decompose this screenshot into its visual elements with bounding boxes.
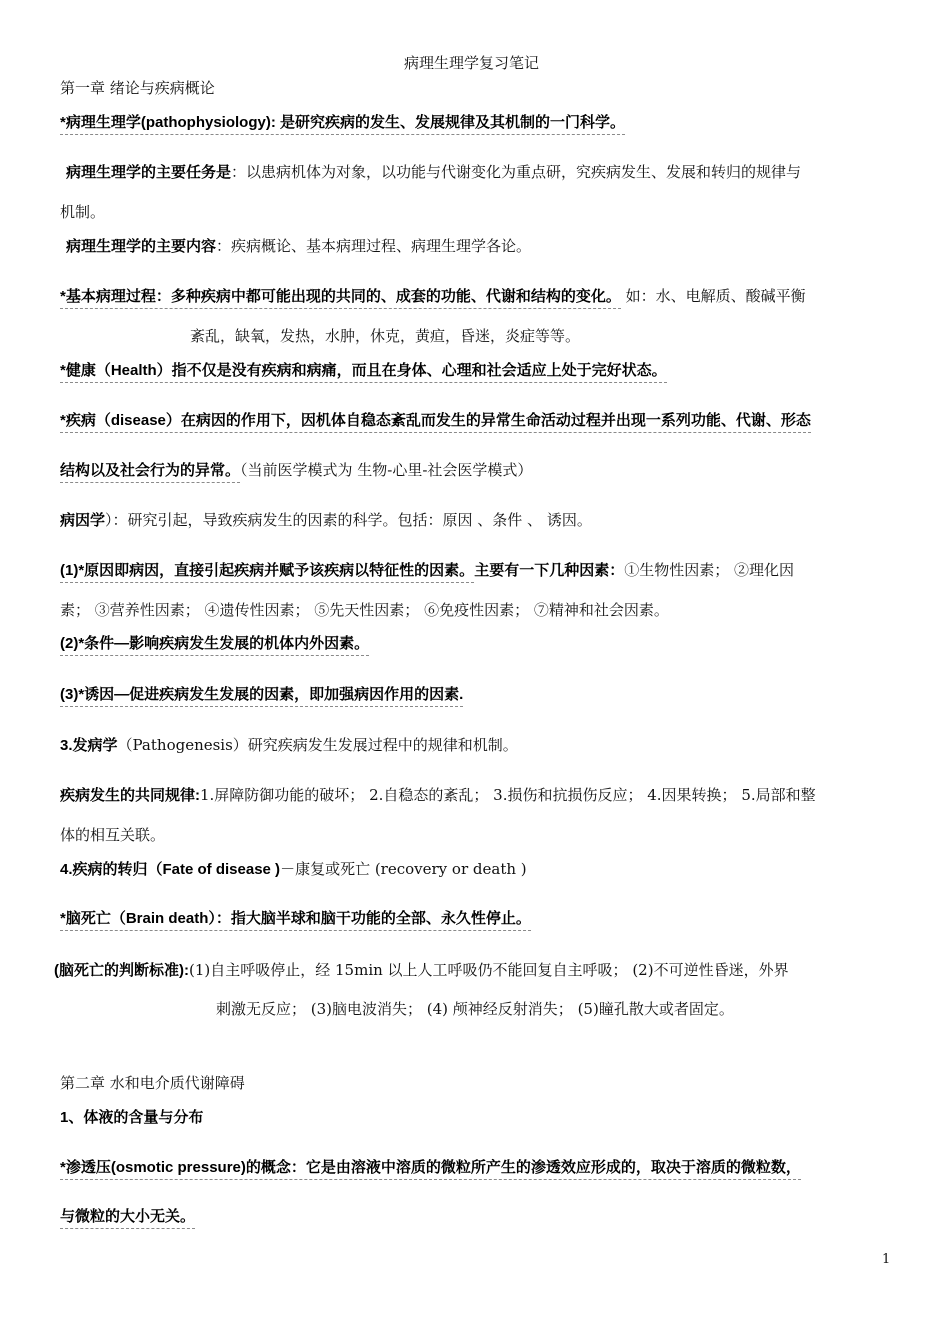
- etiology-term: 病因学: [60, 512, 106, 529]
- criteria-body: (1)自主呼吸停止，经 15min 以上人工呼吸仍不能回复自主呼吸； (2)不可逆性昏迷，外界: [189, 961, 789, 979]
- common-law-term: 疾病发生的共同规律:: [60, 787, 200, 804]
- pathogenesis-line: [60, 735, 518, 756]
- trigger-line: [60, 685, 463, 705]
- cause-continuation: 素； ③营养性因素； ④遗传性因素； ⑤先天性因素； ⑥免疫性因素； ⑦精神和社会因素。: [60, 601, 669, 619]
- fate-body: －康复或死亡 (recovery or death ): [280, 860, 527, 878]
- common-law-body: 1.屏障防御功能的破坏； 2.自稳态的紊乱； 3.损伤和抗损伤反应； 4.因果转换； 5.局部和整: [200, 786, 816, 804]
- main-content-term: 病理生理学的主要内容: [66, 238, 217, 255]
- cause-body: ①生物性因素； ②理化因: [624, 561, 794, 579]
- main-task-term: 病理生理学的主要任务是: [66, 164, 232, 181]
- chapter-2-heading: 第二章 水和电介质代谢障碍: [60, 1074, 245, 1092]
- criteria-term: (脑死亡的判断标准):: [54, 962, 189, 979]
- osmotic-term-cont: 与微粒的大小无关。: [60, 1208, 195, 1229]
- trigger-term: (3)*诱因—促进疾病发生发展的因素，即加强病因作用的因素.: [60, 686, 463, 707]
- common-law-continuation: 体的相互关联。: [60, 826, 166, 844]
- main-content-line: [66, 236, 531, 257]
- disease-note: （当前医学模式为 生物-心里-社会医学模式）: [240, 461, 533, 479]
- cause-term2: 主要有一下几种因素：: [474, 562, 625, 579]
- common-law-line: [60, 785, 816, 806]
- fate-line: [60, 859, 527, 880]
- cause-line: [60, 560, 794, 581]
- body-fluid-heading: 1、体液的含量与分布: [60, 1109, 204, 1126]
- pathogenesis-term: 3.发病学: [60, 737, 118, 754]
- criteria-continuation: 刺激无反应； (3)脑电波消失； (4) 颅神经反射消失； (5)瞳孔散大或者固定。: [216, 1000, 734, 1018]
- definition-line: [60, 113, 625, 133]
- health-line: [60, 361, 667, 381]
- definition-term: *病理生理学(pathophysiology): 是研究疾病的发生、发展规律及其机制的一门科学。: [60, 114, 625, 135]
- condition-line: [60, 634, 369, 654]
- osmotic-term: *渗透压(osmotic pressure)的概念：它是由溶液中溶质的微粒所产生的渗透效应形成的，取决于溶质的微粒数，: [60, 1159, 801, 1180]
- disease-continuation: [60, 460, 532, 481]
- document-title: 病理生理学复习笔记: [404, 54, 540, 72]
- disease-line: [60, 411, 811, 431]
- basic-process-line: [60, 286, 806, 307]
- chapter-1-heading: 第一章 绪论与疾病概论: [60, 79, 215, 97]
- pathogenesis-body: （Pathogenesis）研究疾病发生发展过程中的规律和机制。: [117, 736, 518, 754]
- brain-death-term: *脑死亡（Brain death）：指大脑半球和脑干功能的全部、永久性停止。: [60, 910, 531, 931]
- condition-term: (2)*条件—影响疾病发生发展的机体内外因素。: [60, 635, 369, 656]
- main-task-body: ：以患病机体为对象，以功能与代谢变化为重点研，究疾病发生、发展和转归的规律与: [231, 163, 802, 181]
- disease-term-cont: 结构以及社会行为的异常。: [60, 462, 240, 483]
- disease-term: *疾病（disease）在病因的作用下，因机体自稳态紊乱而发生的异常生命活动过程并出现一系列功能、代谢、形态: [60, 412, 811, 433]
- main-content-body: ：疾病概论、基本病理过程、病理生理学各论。: [216, 237, 532, 255]
- basic-process-term: *基本病理过程：多种疾病中都可能出现的共同的、成套的功能、代谢和结构的变化。: [60, 288, 621, 309]
- criteria-line: [54, 960, 789, 981]
- page-number: 1: [882, 1252, 891, 1267]
- health-term: *健康（Health）指不仅是没有疾病和病痛，而且在身体、心理和社会适应上处于完好状态。: [60, 362, 667, 383]
- cause-term: (1)*原因即病因，直接引起疾病并赋予该疾病以特征性的因素。: [60, 562, 474, 583]
- basic-process-continuation: 紊乱，缺氧，发热，水肿，休克，黄疸，昏迷，炎症等等。: [190, 327, 581, 345]
- brain-death-line: [60, 909, 531, 929]
- etiology-body: ）：研究引起，导致疾病发生的因素的科学。包括：原因 、条件 、 诱因。: [105, 511, 592, 529]
- osmotic-line: [60, 1158, 801, 1178]
- basic-process-body: 如：水、电解质、酸碱平衡: [620, 287, 806, 305]
- main-task-line: [66, 162, 801, 183]
- osmotic-continuation: [60, 1207, 195, 1227]
- fate-term: 4.疾病的转归（Fate of disease ): [60, 861, 281, 878]
- main-task-continuation: 机制。: [60, 203, 106, 221]
- etiology-line: [60, 510, 592, 531]
